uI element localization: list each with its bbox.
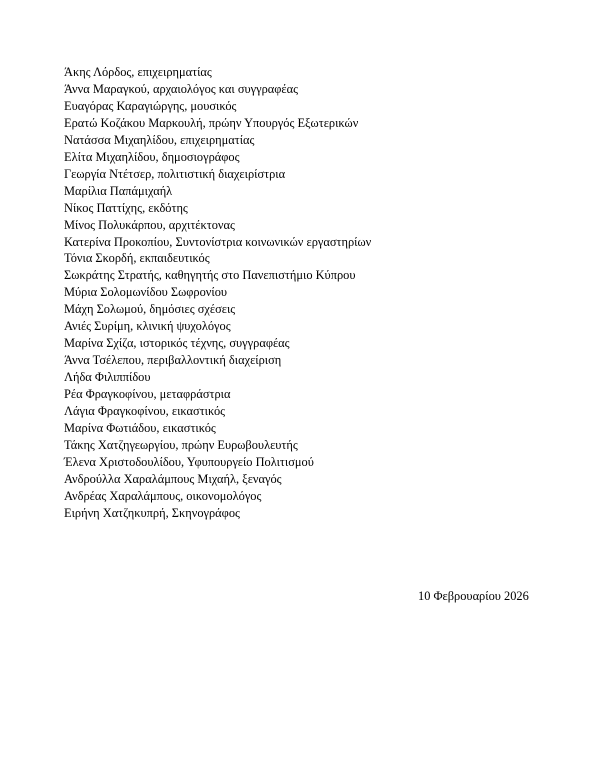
signatory-line: Τόνια Σκορδή, εκπαιδευτικός <box>64 251 210 266</box>
signatory-line: Άννα Μαραγκού, αρχαιολόγος και συγγραφέας <box>64 81 299 96</box>
signatory-line: Έλενα Χριστοδουλίδου, Υφυπουργείο Πολιτισμού <box>64 454 314 469</box>
signatory-list <box>64 64 371 522</box>
signatory-line: Ευαγόρας Καραγιώργης, μουσικός <box>64 98 237 113</box>
signatory-line: Ειρήνη Χατζηκυπρή, Σκηνογράφος <box>64 505 240 520</box>
signatory-line: Ανιές Συρίμη, κλινική ψυχολόγος <box>64 319 231 334</box>
signatory-line: Ανδρέας Χαραλάμπους, οικονομολόγος <box>64 488 262 503</box>
signatory-line: Άκης Λόρδος, επιχειρηματίας <box>64 65 212 79</box>
signatory-line: Μίνος Πολυκάρπου, αρχιτέκτονας <box>64 217 235 232</box>
signatory-line: Μύρια Σολομωνίδου Σωφρονίου <box>64 285 228 300</box>
signatory-line: Κατερίνα Προκοπίου, Συντονίστρια κοινωνικών εργαστηρίων <box>64 234 372 249</box>
signatory-line: Τάκης Χατζηγεωργίου, πρώην Ευρωβουλευτής <box>64 437 298 452</box>
signatory-line: Μαρίνα Φωτιάδου, εικαστικός <box>64 421 216 436</box>
signatory-line: Μάχη Σολωμού, δημόσιες σχέσεις <box>64 302 236 317</box>
signatory-line: Μαρίλια Παπάμιχαήλ <box>64 183 173 198</box>
signatory-line: Μαρίνα Σχίζα, ιστορικός τέχνης, συγγραφέας <box>64 336 290 351</box>
signatory-line: Λάγια Φραγκοφίνου, εικαστικός <box>64 404 226 419</box>
signatory-line: Ερατώ Κοζάκου Μαρκουλή, πρώην Υπουργός Εξωτερικών <box>64 115 359 130</box>
signatory-line: Ανδρούλλα Χαραλάμπους Μιχαήλ, ξεναγός <box>64 471 282 486</box>
document-date: 10 Φεβρουαρίου 2026 <box>418 589 529 603</box>
signatory-line: Ρέα Φραγκοφίνου, μεταφράστρια <box>64 387 231 402</box>
signatory-line: Νατάσσα Μιχαηλίδου, επιχειρηματίας <box>64 132 255 147</box>
signatory-line: Σωκράτης Στρατής, καθηγητής στο Πανεπιστήμιο Κύπρου <box>64 268 356 283</box>
signatory-line: Ελίτα Μιχαηλίδου, δημοσιογράφος <box>64 149 240 164</box>
signatory-line: Νίκος Παττίχης, εκδότης <box>64 200 188 215</box>
signatory-line: Λήδα Φιλιππίδου <box>64 370 151 385</box>
signatory-line: Γεωργία Ντέτσερ, πολιτιστική διαχειρίστρια <box>64 166 286 181</box>
signatory-line: Άννα Τσέλεπου, περιβαλλοντική διαχείριση <box>64 353 282 368</box>
